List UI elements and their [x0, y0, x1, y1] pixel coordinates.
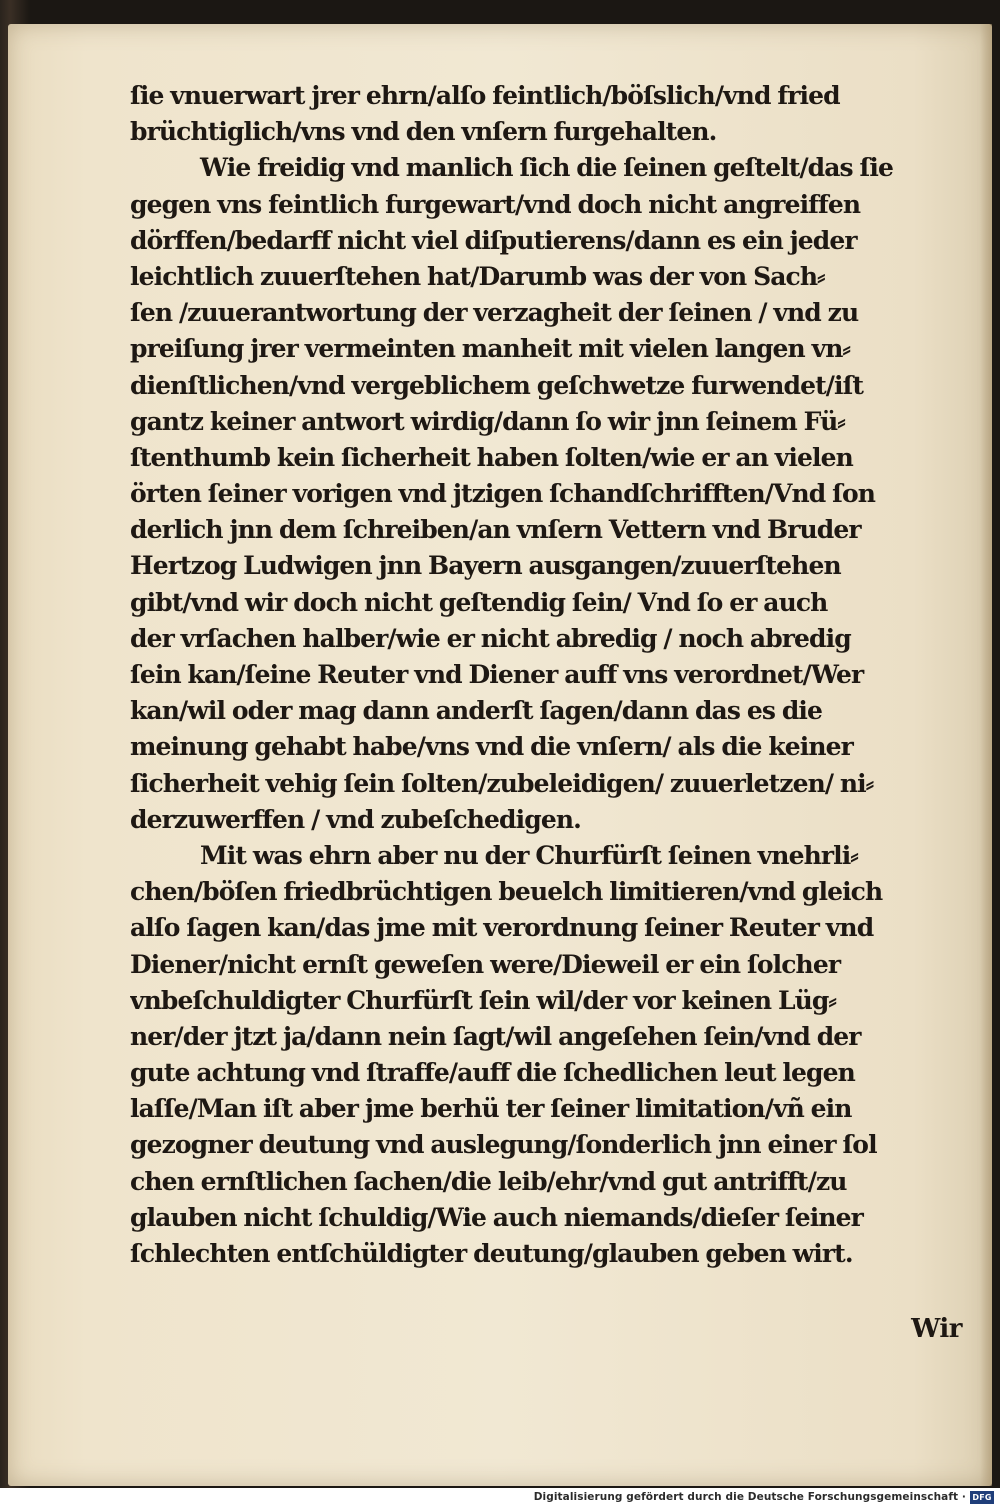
text-line: derlich jnn dem ſchreiben/an vnſern Vettern vnd Bruder	[130, 515, 861, 545]
text-line: ner/der jtzt ja/dann nein ſagt/wil angeſehen ſein/vnd der	[130, 1021, 861, 1051]
text-line: meinung gehabt habe/vns vnd die vnſern/ als die keiner	[130, 732, 853, 762]
text-line: laſſe/Man iſt aber jme berhü ter ſeiner limitation/vñ ein	[130, 1094, 852, 1124]
dfg-logo: DFG	[970, 1491, 994, 1504]
text-line: kan/wil oder mag dann anderſt ſagen/dann das es die	[130, 696, 822, 726]
text-line: brüchtiglich/vns vnd den vnſern furgehalten.	[130, 117, 717, 147]
text-line: chen/böſen friedbrüchtigen beuelch limitieren/vnd gleich	[130, 877, 883, 907]
text-line: ſicherheit vehig ſein ſolten/zubeleidigen/ zuuerletzen/ ni⸗	[130, 768, 874, 798]
text-line: alſo ſagen kan/das jme mit verordnung ſeiner Reuter vnd	[130, 913, 874, 943]
digitization-footer	[0, 1488, 1000, 1508]
text-line: ſein kan/ſeine Reuter vnd Diener auff vns verordnet/Wer	[130, 660, 864, 689]
text-line: ſchlechten entſchüldigter deutung/glauben geben wirt.	[130, 1239, 853, 1268]
text-line: ſen /zuuerantwortung der verzagheit der ſeinen / vnd zu	[130, 298, 859, 328]
text-line: chen ernſtlichen ſachen/die leib/ehr/vnd gut antrifft/zu	[130, 1166, 847, 1196]
page-edge-shadow	[980, 24, 992, 1486]
text-line: gegen vns feintlich furgewart/vnd doch nicht angreiffen	[130, 189, 861, 219]
text-line: vnbeſchuldigter Churfürſt ſein wil/der vor keinen Lüg⸗	[130, 985, 836, 1015]
text-line: dienſtlichen/vnd vergeblichem geſchwetze furwendet/iſt	[130, 370, 864, 400]
text-line: gezogner deutung vnd auslegung/ſonderlich jnn einer ſol	[130, 1130, 877, 1160]
text-line: der vrſachen halber/wie er nicht abredig / noch abredig	[130, 623, 851, 653]
text-line: örten ſeiner vorigen vnd jtzigen ſchandſchrifften/Vnd ſon	[130, 479, 876, 509]
page-text-block	[130, 78, 974, 1272]
catchword: Wir	[911, 1314, 962, 1344]
text-line: Hertzog Ludwigen jnn Bayern ausgangen/zuuerſtehen	[130, 551, 841, 581]
funding-credit: Digitalisierung gefördert durch die Deutsche Forschungsgemeinschaft ·	[533, 1491, 966, 1503]
text-line: ſtenthumb kein ſicherheit haben ſolten/wie er an vielen	[130, 442, 853, 472]
text-line: Diener/nicht ernſt geweſen were/Dieweil er ein ſolcher	[130, 949, 841, 979]
paragraph-start-line: Wie freidig vnd manlich ſich die ſeinen geſtelt/das ſie	[200, 153, 893, 183]
text-line: derzuwerffen / vnd zubeſchedigen.	[130, 804, 581, 834]
text-line: preiſung jrer vermeinten manheit mit vielen langen vn⸗	[130, 334, 850, 364]
paragraph-start-line: Mit was ehrn aber nu der Churfürſt ſeinen vnehrli⸗	[200, 840, 858, 870]
text-line: leichtlich zuuerſtehen hat/Darumb was der von Sach⸗	[130, 261, 825, 291]
text-line: gute achtung vnd ſtraffe/auff die ſchedlichen leut legen	[130, 1058, 855, 1088]
text-line: dörffen/bedarff nicht viel diſputierens/dann es ein jeder	[130, 225, 857, 255]
text-line: gibt/vnd wir doch nicht geſtendig ſein/ Vnd ſo er auch	[130, 587, 828, 617]
text-line: gantz keiner antwort wirdig/dann ſo wir jnn ſeinem Fü⸗	[130, 406, 845, 436]
text-line: ſie vnuerwart jrer ehrn/alſo feintlich/böſslich/vnd fried	[130, 81, 840, 110]
text-line: glauben nicht ſchuldig/Wie auch niemands/dieſer ſeiner	[130, 1202, 863, 1232]
